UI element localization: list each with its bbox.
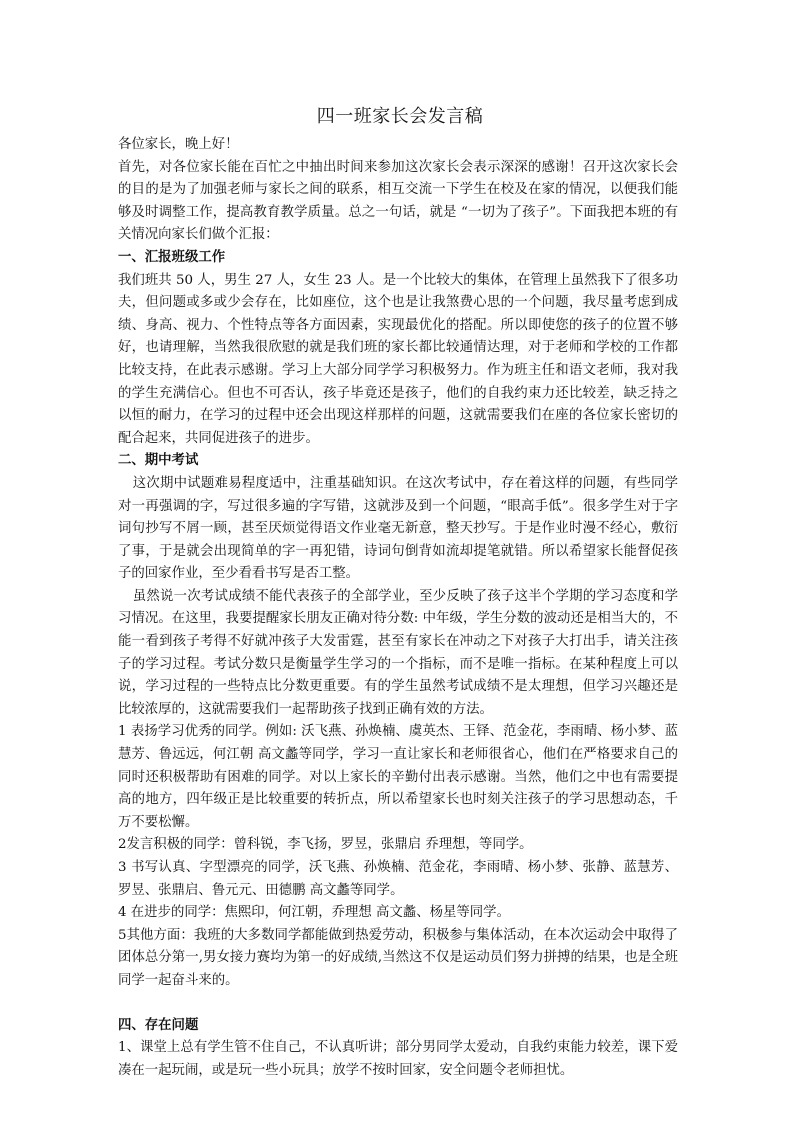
section-heading-midterm: 二、期中考试 xyxy=(118,453,199,469)
midterm-paragraph-2: 虽然说一次考试成绩不能代表孩子的全部学业，至少反映了孩子这半个学期的学习态度和学习情况。在这里，我要提醒家长朋友正确对待分数: 中年级，学生分数的波动还是相当大的，不能一看到孩子考得不好就冲孩子大发雷霆，甚至有家长在冲动之下对孩子大打出手，请关注孩子的学习过程。考试分数只是衡量学生学习的一个指标，而不是唯一指标。在某种程度上可以说，学习过程的一些特点比分数更重要。有的学生虽然考试成绩不是太理想，但学习兴趣还是比较浓厚的，这就需要我们一起帮助孩子找到正确有效的方法。 xyxy=(118,588,678,717)
greeting: 各位家长，晚上好！ xyxy=(118,137,239,152)
praise-item-2: 2发言积极的同学：曾科锐，李飞扬，罗昱，张鼎启 乔理想，等同学。 xyxy=(118,837,533,853)
section-heading-problems: 四、存在问题 xyxy=(118,1017,199,1033)
document-page xyxy=(118,104,678,1082)
intro-paragraph: 首先，对各位家长能在百忙之中抽出时间来参加这次家长会表示深深的感谢！召开这次家长会的目的是为了加强老师与家长之间的联系，相互交流一下学生在校及在家的情况，以便我们能够及时调整工作，提高教育教学质量。总之一句话，就是 “一切为了孩子”。下面我把本班的有关情况向家长们做个汇报： xyxy=(118,159,678,243)
praise-item-5: 5其他方面：我班的大多数同学都能做到热爱劳动，积极参与集体活动，在本次运动会中取得了团体总分第一,男女接力赛均为第一的好成绩,当然这不仅是运动员们努力拼搏的结果，也是全班同学一起奋斗来的。 xyxy=(118,927,678,988)
praise-item-3: 3 书写认真、字型漂亮的同学，沃飞燕、孙焕楠、范金花，李雨晴、杨小梦、张静、蓝慧芳、罗昱、张鼎启、鲁元元、田德鹏 高文蠡等同学。 xyxy=(118,860,678,898)
section-heading-report: 一、汇报班级工作 xyxy=(118,249,226,265)
blank-line xyxy=(118,993,678,1015)
problem-item-1: 1、课堂上总有学生管不住自己，不认真听讲；部分男同学太爱动，自我约束能力较差，课下爱凑在一起玩闹，或是玩一些小玩具；放学不按时回家，安全问题令老师担忧。 xyxy=(118,1040,678,1078)
report-paragraph: 我们班共 50 人，男生 27 人，女生 23 人。是一个比较大的集体，在管理上虽然我下了很多功夫，但问题或多或少会存在，比如座位，这个也是让我煞费心思的一个问题，我尽量考虑到成绩、身高、视力、个性特点等各方面因素，实现最优化的搭配。所以即使您的孩子的位置不够好，也请理解，当然我很欣慰的就是我们班的家长都比较通情达理，对于老师和学校的工作都比较支持，在此表示感谢。学习上大部分同学学习积极努力。作为班主任和语文老师，我对我的学生充满信心。但也不可否认，孩子毕竟还是孩子，他们的自我约束力还比较差，缺乏持之以恒的耐力，在学习的过程中还会出现这样那样的问题，这就需要我们在座的各位家长密切的配合起来，共同促进孩子的进步。 xyxy=(118,272,678,446)
document-title: 四一班家长会发言稿 xyxy=(316,106,484,127)
praise-item-1: 1 表扬学习优秀的同学。例如: 沃飞燕、孙焕楠、虞英杰、王铎、范金花，李雨晴、杨小梦、蓝慧芳、鲁远远，何江朝 高文蠡等同学，学习一直让家长和老师很省心，他们在严格要求自己的同时还积极帮助有困难的同学。对以上家长的辛勤付出表示感谢。当然，他们之中也有需要提高的地方，四年级正是比较重要的转折点，所以希望家长也时刻关注孩子的学习思想动态，千万不要松懈。 xyxy=(118,724,678,830)
midterm-paragraph-1: 这次期中试题难易程度适中，注重基础知识。在这次考试中，存在着这样的问题，有些同学对一再强调的字，写过很多遍的字写错，这就涉及到一个问题，“眼高手低”。很多学生对于字词句抄写不屑一顾，甚至厌烦觉得语文作业毫无新意，整天抄写。于是作业时漫不经心，敷衍了事，于是就会出现简单的字一再犯错，诗词句倒背如流却提笔就错。所以希望家长能督促孩子的回家作业，至少看看书写是否工整。 xyxy=(118,475,678,582)
praise-item-4: 4 在进步的同学：焦熙印，何江朝，乔理想 高文蠡、杨星等同学。 xyxy=(118,905,510,921)
